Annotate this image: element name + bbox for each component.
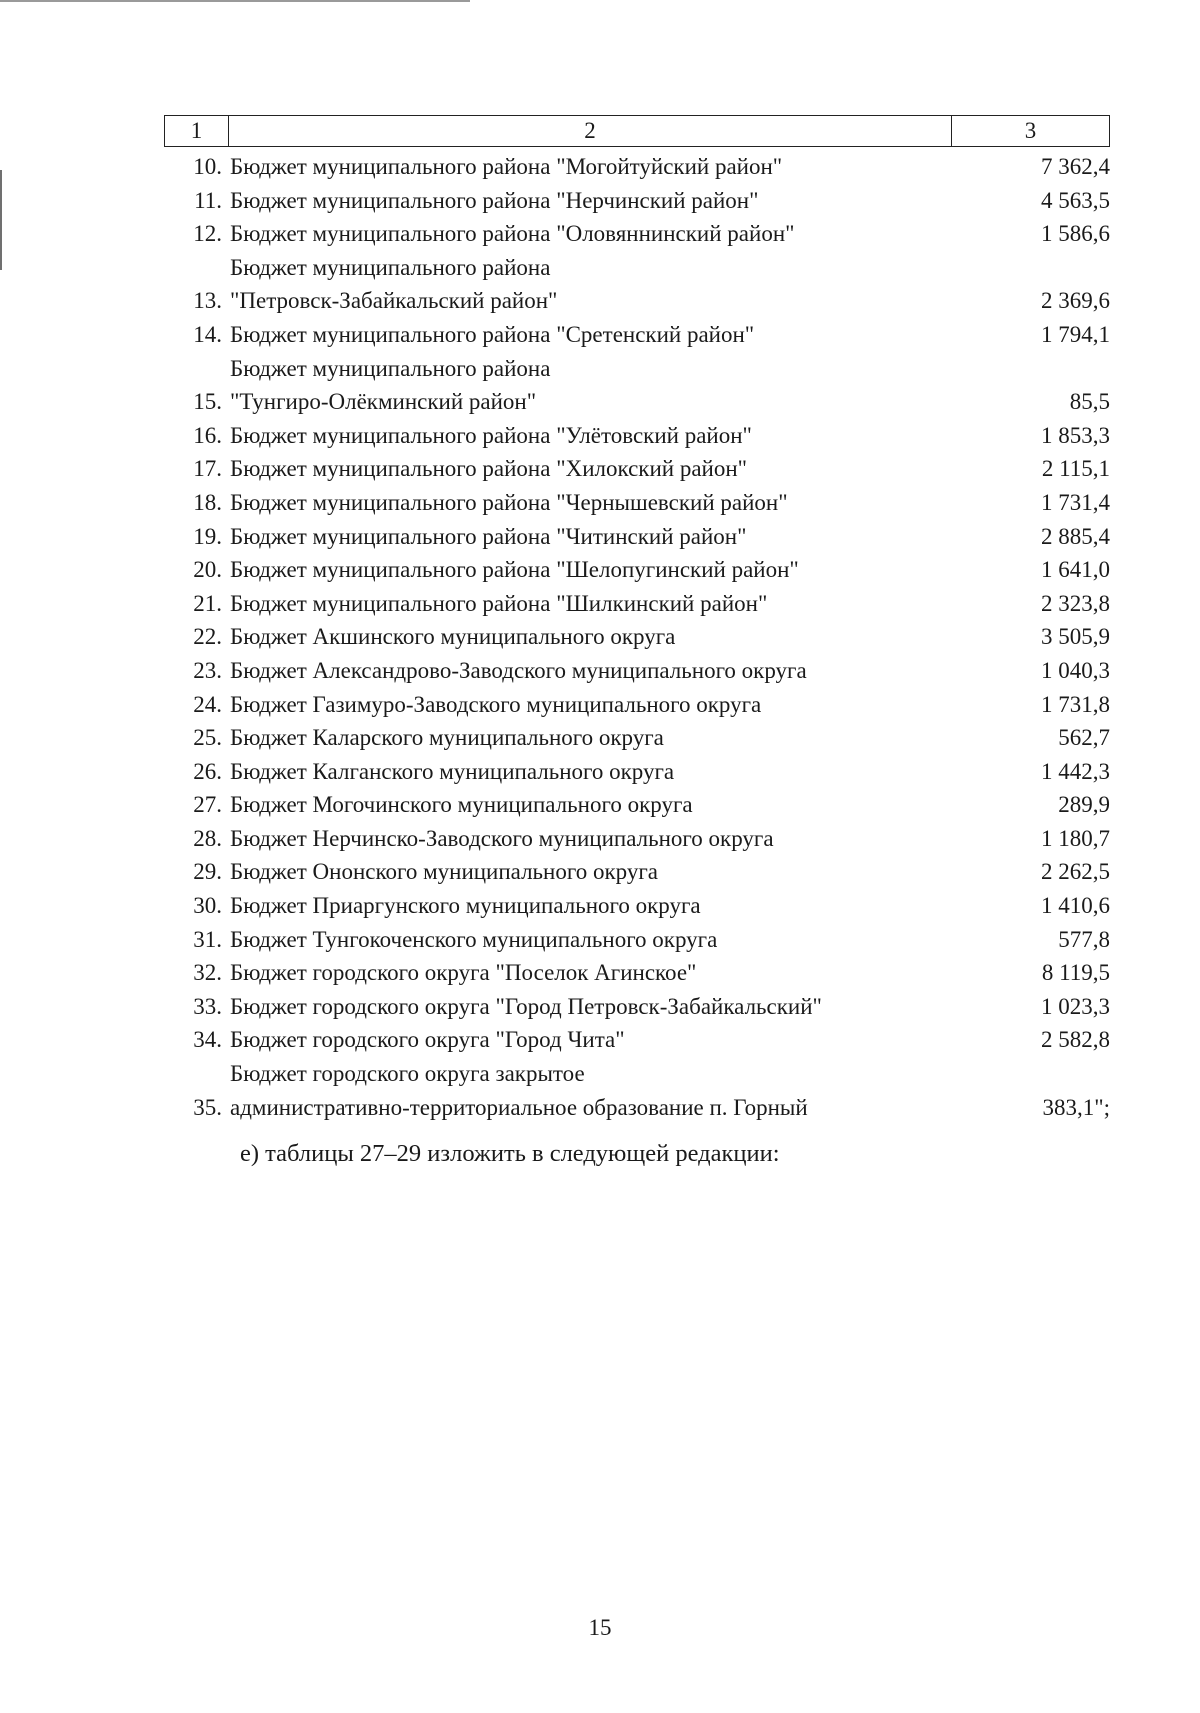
budget-amount: 1 794,1 <box>1041 321 1110 347</box>
budget-name-line: Бюджет Акшинского муниципального округа <box>230 624 676 650</box>
table-row <box>164 419 1130 453</box>
budget-name-line: Бюджет Ононского муниципального округа <box>230 859 658 885</box>
budget-name <box>230 587 1000 621</box>
table-row <box>164 318 1130 352</box>
budget-name-line: Бюджет городского округа "Город Чита" <box>230 1027 625 1053</box>
budget-amount: 1 023,3 <box>1041 993 1110 1019</box>
budget-name-line: Бюджет Александрово-Заводского муниципального округа <box>230 657 807 683</box>
table-row <box>164 553 1130 587</box>
table-header-col-3: 3 <box>1024 118 1037 143</box>
row-number: 13. <box>193 288 222 314</box>
budget-name <box>230 688 1000 722</box>
budget-name <box>230 788 1000 822</box>
table-row <box>164 654 1130 688</box>
table-row <box>164 486 1130 520</box>
budget-name-line: Бюджет Калганского муниципального округа <box>230 758 675 784</box>
budget-amount: 8 119,5 <box>1041 960 1110 986</box>
budget-amount: 2 323,8 <box>1041 590 1110 616</box>
budget-amount: 383,1"; <box>1042 1094 1110 1120</box>
table-row <box>164 150 1130 184</box>
budget-amount: 3 505,9 <box>1041 624 1110 650</box>
table-row <box>164 452 1130 486</box>
budget-name-line: Бюджет муниципального района "Шелопугинский район" <box>230 557 799 583</box>
table-row <box>164 721 1130 755</box>
row-number: 18. <box>193 489 222 515</box>
budget-amount: 562,7 <box>1058 725 1110 751</box>
budget-name <box>230 755 1000 789</box>
budget-name <box>230 721 1000 755</box>
row-number: 14. <box>193 321 222 347</box>
row-number: 20. <box>193 557 222 583</box>
budget-name-line: Бюджет муниципального района <box>230 355 551 381</box>
row-number: 27. <box>193 792 222 818</box>
table-row <box>164 352 1130 419</box>
budget-name-line: Бюджет Могочинского муниципального округа <box>230 792 693 818</box>
budget-name <box>230 654 1000 688</box>
budget-name-line: Бюджет городского округа "Поселок Агинское" <box>230 960 697 986</box>
budget-amount: 1 731,8 <box>1041 691 1110 717</box>
budget-amount: 85,5 <box>1069 389 1110 415</box>
budget-amount: 1 180,7 <box>1041 825 1110 851</box>
budget-name-line: Бюджет Нерчинско-Заводского муниципального округа <box>230 825 774 851</box>
budget-amount: 4 563,5 <box>1041 187 1110 213</box>
budget-name-line: Бюджет Приаргунского муниципального округа <box>230 893 701 919</box>
budget-name-line: Бюджет муниципального района "Оловяннинский район" <box>230 221 795 247</box>
budget-amount: 1 853,3 <box>1041 422 1110 448</box>
budget-name <box>230 452 1000 486</box>
table-row <box>164 1057 1130 1124</box>
table-header-col-2: 2 <box>229 116 952 146</box>
budget-name <box>230 822 1000 856</box>
budget-name <box>230 1057 1000 1124</box>
row-number: 11. <box>194 187 222 213</box>
table-row <box>164 620 1130 654</box>
budget-name <box>230 217 1000 251</box>
budget-table-body <box>164 150 1130 1124</box>
row-number: 16. <box>193 422 222 448</box>
budget-name <box>230 419 1000 453</box>
row-number: 35. <box>193 1094 222 1120</box>
table-row <box>164 520 1130 554</box>
row-number: 24. <box>193 691 222 717</box>
budget-name-line: Бюджет муниципального района "Шилкинский район" <box>230 590 768 616</box>
budget-name-line: "Тунгиро-Олёкминский район" <box>230 389 537 415</box>
budget-amount: 1 586,6 <box>1041 221 1110 247</box>
row-number: 25. <box>193 725 222 751</box>
budget-name-line: Бюджет муниципального района "Чернышевский район" <box>230 489 788 515</box>
table-row <box>164 251 1130 318</box>
scan-margin-mark <box>0 170 2 270</box>
row-number: 28. <box>193 825 222 851</box>
budget-name <box>230 923 1000 957</box>
budget-name <box>230 486 1000 520</box>
row-number: 12. <box>193 221 222 247</box>
budget-amount: 2 885,4 <box>1041 523 1110 549</box>
table-row <box>164 956 1130 990</box>
table-row <box>164 184 1130 218</box>
table-row <box>164 889 1130 923</box>
budget-amount: 2 369,6 <box>1041 288 1110 314</box>
budget-name <box>230 251 1000 318</box>
budget-name-line: Бюджет городского округа закрытое <box>230 1061 585 1087</box>
budget-amount: 1 731,4 <box>1041 489 1110 515</box>
row-number: 10. <box>193 154 222 179</box>
budget-name-line: Бюджет муниципального района "Нерчинский район" <box>230 187 759 213</box>
row-number: 30. <box>193 893 222 919</box>
table-row <box>164 688 1130 722</box>
budget-amount: 1 442,3 <box>1041 758 1110 784</box>
table-header-col-1: 1 <box>165 116 229 146</box>
row-number: 34. <box>193 1027 222 1053</box>
budget-amount: 1 040,3 <box>1041 657 1110 683</box>
budget-name-line: Бюджет городского округа "Город Петровск-Забайкальский" <box>230 993 822 1019</box>
table-row <box>164 923 1130 957</box>
table-row <box>164 822 1130 856</box>
page-number: 15 <box>588 1615 612 1640</box>
budget-name-line: Бюджет муниципального района "Хилокский район" <box>230 456 748 482</box>
table-row <box>164 855 1130 889</box>
budget-amount: 2 115,1 <box>1041 456 1110 482</box>
table-header <box>164 115 1110 147</box>
row-number: 29. <box>193 859 222 885</box>
budget-name-line: Бюджет муниципального района "Сретенский район" <box>230 321 755 347</box>
budget-amount: 577,8 <box>1058 926 1110 952</box>
table-row <box>164 1023 1130 1057</box>
budget-name <box>230 889 1000 923</box>
row-number: 21. <box>193 590 222 616</box>
budget-name <box>230 553 1000 587</box>
row-number: 33. <box>193 993 222 1019</box>
budget-name <box>230 184 1000 218</box>
budget-name <box>230 352 1000 419</box>
closing-instruction: е) таблицы 27–29 изложить в следующей редакции: <box>240 1140 780 1167</box>
scan-edge-line <box>0 0 470 2</box>
budget-name-line: Бюджет Каларского муниципального округа <box>230 725 664 751</box>
budget-name <box>230 150 1000 184</box>
budget-name <box>230 990 1000 1024</box>
row-number: 32. <box>193 960 222 986</box>
budget-name <box>230 1023 1000 1057</box>
table-row <box>164 587 1130 621</box>
row-number: 26. <box>193 758 222 784</box>
budget-name-line: Бюджет муниципального района <box>230 254 551 280</box>
budget-name <box>230 318 1000 352</box>
budget-name <box>230 520 1000 554</box>
budget-amount: 2 582,8 <box>1041 1027 1110 1053</box>
budget-name <box>230 855 1000 889</box>
budget-name-line: Бюджет муниципального района "Читинский район" <box>230 523 747 549</box>
table-row <box>164 788 1130 822</box>
budget-amount: 1 641,0 <box>1041 557 1110 583</box>
budget-name <box>230 620 1000 654</box>
budget-amount: 7 362,4 <box>1041 154 1110 179</box>
budget-name-line: Бюджет Газимуро-Заводского муниципального округа <box>230 691 762 717</box>
budget-name <box>230 956 1000 990</box>
table-row <box>164 755 1130 789</box>
budget-amount: 1 410,6 <box>1041 893 1110 919</box>
budget-amount: 2 262,5 <box>1041 859 1110 885</box>
row-number: 23. <box>193 657 222 683</box>
row-number: 19. <box>193 523 222 549</box>
table-row <box>164 990 1130 1024</box>
row-number: 22. <box>193 624 222 650</box>
budget-name-line: Бюджет Тунгокоченского муниципального округа <box>230 926 718 952</box>
row-number: 15. <box>193 389 222 415</box>
row-number: 31. <box>193 926 222 952</box>
row-number: 17. <box>193 456 222 482</box>
budget-name-line: административно-территориальное образование п. Горный <box>230 1094 808 1120</box>
budget-name-line: Бюджет муниципального района "Могойтуйский район" <box>230 154 783 179</box>
table-row <box>164 217 1130 251</box>
budget-amount: 289,9 <box>1058 792 1110 818</box>
budget-name-line: Бюджет муниципального района "Улётовский район" <box>230 422 752 448</box>
budget-name-line: "Петровск-Забайкальский район" <box>230 288 558 314</box>
